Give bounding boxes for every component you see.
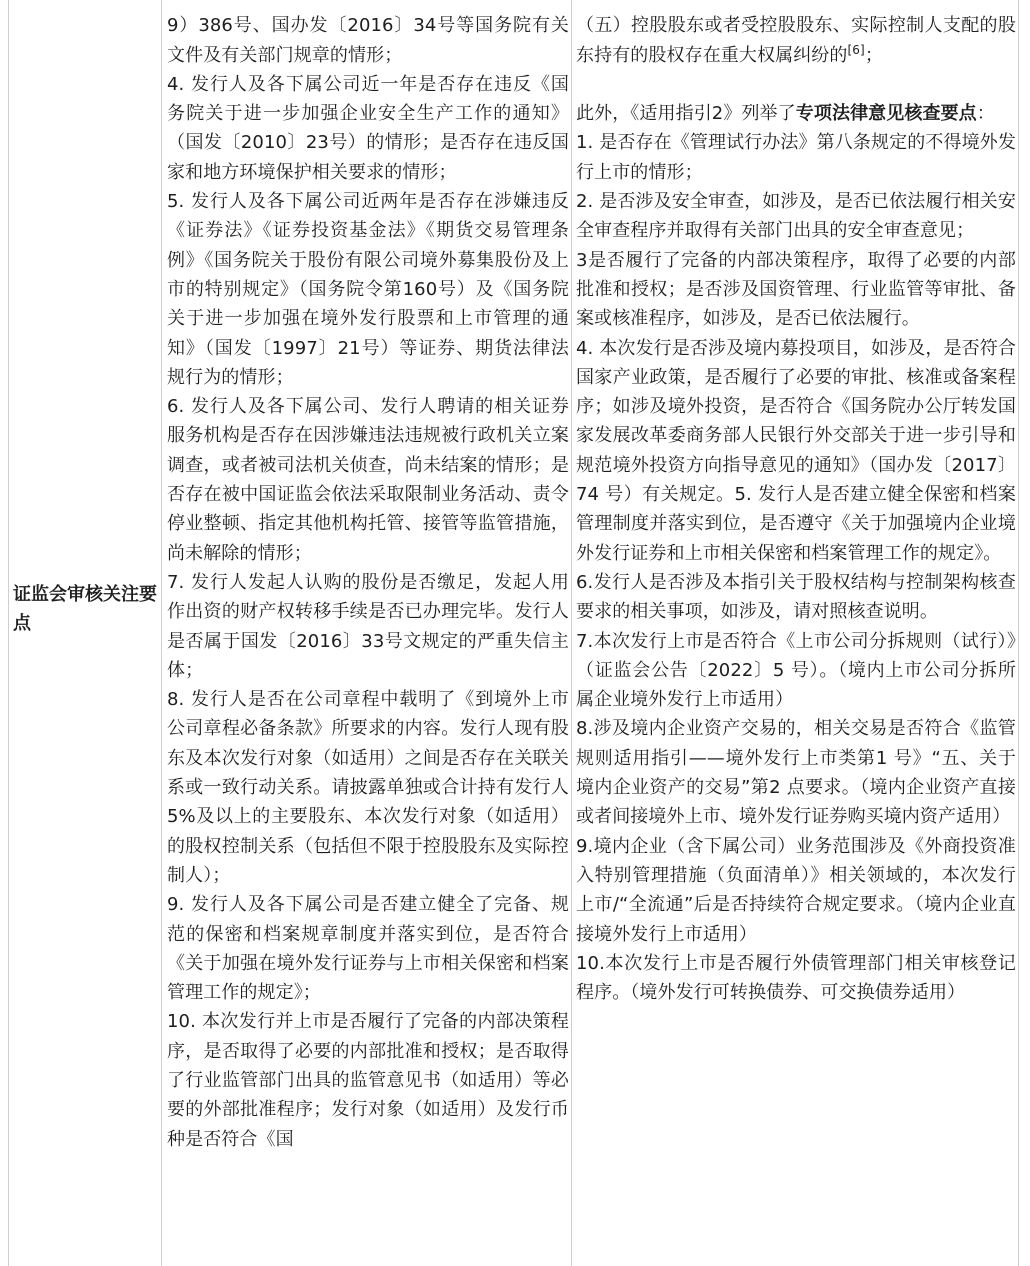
list-item: 9.境内企业（含下属公司）业务范围涉及《外商投资准入特别管理措施（负面清单）》相关领域的，本次发行上市/“全流通”后是否持续符合规定要求。（境内企业直接境外发行上市适用） <box>576 835 1016 945</box>
list-item: 10.本次发行上市是否履行外债管理部门相关审核登记程序。（境外发行可转换债券、可交换债券适用） <box>576 952 1016 1004</box>
intro-bold: 专项法律意见核查要点 <box>795 103 977 125</box>
label-cell <box>8 0 162 1266</box>
blank-line <box>576 70 1016 99</box>
list-item: 9. 发行人及各下属公司是否建立健全了完备、规范的保密和档案规章制度并落实到位，是否符合《关于加强在境外发行证券与上市相关保密和档案管理工作的规定》； <box>167 894 569 1004</box>
list-item: 6. 发行人及各下属公司、发行人聘请的相关证券服务机构是否存在因涉嫌违法违规被行政机关立案调查，或者被司法机关侦查，尚未结案的情形；是否存在被中国证监会依法采取限制业务活动、责令停业整顿、指定其他机构托管、接管等监管措施，尚未解除的情形； <box>167 396 569 564</box>
legal-opinion-cell <box>571 0 1019 1266</box>
list-item: 10. 本次发行并上市是否履行了完备的内部决策程序，是否取得了必要的内部批准和授权；是否取得了行业监管部门出具的监管意见书（如适用）等必要的外部批准程序；发行对象（如适用）及发行币种是否符合《国 <box>167 1011 569 1150</box>
list-item: 7. 发行人发起人认购的股份是否缴足，发起人用作出资的财产权转移手续是否已办理完毕。发行人是否属于国发〔2016〕33号文规定的严重失信主体； <box>167 571 569 681</box>
csrc-points-text <box>167 0 569 1154</box>
list-item: 6.发行人是否涉及本指引关于股权结构与控制架构核查要求的相关事项，如涉及，请对照核查说明。 <box>576 571 1016 623</box>
footnote-ref: [6] <box>847 42 865 57</box>
list-item: 3是否履行了完备的内部决策程序，取得了必要的内部批准和授权；是否涉及国资管理、行业监管等审批、备案或核准程序，如涉及，是否已依法履行。 <box>576 249 1016 330</box>
csrc-points-cell <box>161 0 572 1266</box>
legal-opinion-text <box>576 0 1016 1007</box>
list-item: 4. 本次发行是否涉及境内募投项目，如涉及，是否符合国家产业政策，是否履行了必要的审批、核准或备案程序；如涉及境外投资，是否符合《国务院办公厅转发国家发展改革委商务部人民银行外交部关于进一步引导和规范境外投资方向指导意见的通知》（国办发〔2017〕74 号）有关规定。5. 发行人是否建立健全保密和档案管理制度并落实到位，是否遵守《关于加强境内企业境外发行证券和上市相关保密和档案管理工作的规定》。 <box>576 337 1016 564</box>
list-item: 2. 是否涉及安全审查，如涉及，是否已依法履行相关安全审查程序并取得有关部门出具的安全审查意见； <box>576 191 1016 242</box>
intro-paragraph: 此外，《适用指引2》列举了专项法律意见核查要点： <box>576 103 995 125</box>
cut-off-line <box>576 0 1016 11</box>
list-item: 1. 是否存在《管理试行办法》第八条规定的不得境外发行上市的情形； <box>576 132 1016 183</box>
row-label: 证监会审核关注要点 <box>13 584 157 634</box>
list-item: 9）386号、国办发〔2016〕34号等国务院有关文件及有关部门规章的情形； <box>167 15 569 66</box>
list-item: 4. 发行人及各下属公司近一年是否存在违反《国务院关于进一步加强企业安全生产工作的通知》（国发〔2010〕23号）的情形；是否存在违反国家和地方环境保护相关要求的情形； <box>167 73 569 183</box>
list-item: 5. 发行人及各下属公司近两年是否存在涉嫌违反《证券法》《证券投资基金法》《期货交易管理条例》《国务院关于股份有限公司境外募集股份及上市的特别规定》（国务院令第160号）及《国务院关于进一步加强在境外发行股票和上市管理的通知》（国发〔1997〕21号）等证券、期货法律法规行为的情形； <box>167 191 569 388</box>
list-item: 8.涉及境内企业资产交易的，相关交易是否符合《监管规则适用指引——境外发行上市类第1 号》“五、关于境内企业资产的交易”第2 点要求。（境内企业资产直接或者间接境外上市、境外发行证券购买境内资产适用） <box>576 718 1016 828</box>
list-item: 7.本次发行上市是否符合《上市公司分拆规则（试行）》（证监会公告〔2022〕5 号）。（境内上市公司分拆所属企业境外发行上市适用） <box>576 630 1016 711</box>
list-item: 8. 发行人是否在公司章程中载明了《到境外上市公司章程必备条款》所要求的内容。发行人现有股东及本次发行对象（如适用）之间是否存在关联关系或一致行动关系。请披露单独或合计持有发行人5%及以上的主要股东、本次发行对象（如适用）的股权控制关系（包括但不限于控股股东及实际控制人）； <box>167 689 569 886</box>
list-item: （五）控股股东或者受控股股东、实际控制人支配的股东持有的股权存在重大权属纠纷的[6]； <box>576 15 1016 66</box>
cut-off-line <box>167 0 569 11</box>
